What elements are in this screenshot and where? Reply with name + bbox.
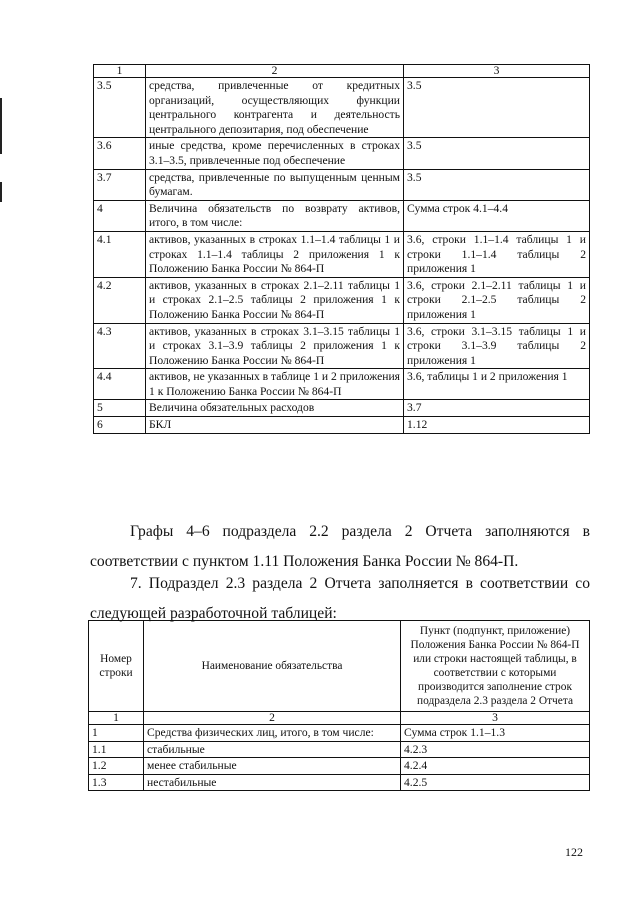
row-description: иные средства, кроме перечисленных в строках 3.1–3.5, привлеченные под обеспечение [146,138,404,169]
table2-obligation-name-heading: Наименование обязательства [144,621,401,712]
row-number: 4.4 [94,369,146,400]
row-number: 4.1 [94,231,146,277]
row-description: нестабильные [144,774,401,791]
row-description: стабильные [144,741,401,758]
table-row [94,277,590,323]
row-number: 4.3 [94,323,146,369]
row-reference: 3.5 [404,169,590,200]
row-reference: 1.12 [404,417,590,434]
table2-col3-header: 3 [401,712,590,725]
row-reference: 4.2.5 [401,774,590,791]
row-description: активов, указанных в строках 3.1–3.15 таблицы 1 и строках 3.1–3.9 таблицы 2 приложения 1 к Положению Банка России № 864-П [146,323,404,369]
row-reference: 3.7 [404,400,590,417]
table2-reference-heading: Пункт (подпункт, приложение) Положения Банка России № 864-П или строки настоящей таблицы, в соответствии с которыми производится заполнение строк подраздела 2.3 раздела 2 Отчета [401,621,590,712]
row-description: активов, указанных в строках 1.1–1.4 таблицы 1 и строках 1.1–1.4 таблицы 2 приложения 1 к Положению Банка России № 864-П [146,231,404,277]
row-reference: 4.2.4 [401,758,590,775]
row-reference: 3.6, таблицы 1 и 2 приложения 1 [404,369,590,400]
row-description: БКЛ [146,417,404,434]
row-description: активов, указанных в строках 2.1–2.11 таблицы 1 и строках 2.1–2.5 таблицы 2 приложения 1 к Положению Банка России № 864-П [146,277,404,323]
table-row [94,78,590,138]
table1-header-row [94,65,590,78]
row-number: 1.1 [89,741,144,758]
table-row [89,758,590,775]
liabilities-table [93,64,590,434]
row-reference: 4.2.3 [401,741,590,758]
row-number: 3.7 [94,169,146,200]
paragraph-subsection-2-3: 7. Подраздел 2.3 раздела 2 Отчета заполняется в соответствии со следующей разработочной таблицей: [90,575,590,622]
row-reference: 3.5 [404,138,590,169]
row-number: 4.2 [94,277,146,323]
page-edge-bar-top [0,98,2,154]
table1-col2-header: 2 [146,65,404,78]
row-reference: 3.6, строки 3.1–3.15 таблицы 1 и строки 3.1–3.9 таблицы 2 приложения 1 [404,323,590,369]
table-row [89,725,590,742]
row-number: 1.2 [89,758,144,775]
table-row [94,369,590,400]
table1-col1-header: 1 [94,65,146,78]
table2-col2-header: 2 [144,712,401,725]
paragraph-columns-4-6: Графы 4–6 подраздела 2.2 раздела 2 Отчета заполняются в соответствии с пунктом 1.11 Положения Банка России № 864-П. [90,523,590,570]
table-row [94,417,590,434]
row-number: 1.3 [89,774,144,791]
row-reference: 3.6, строки 1.1–1.4 таблицы 1 и строки 1.1–1.4 таблицы 2 приложения 1 [404,231,590,277]
table2-row-number-heading: Номер строки [89,621,144,712]
row-number: 5 [94,400,146,417]
table2-col1-header: 1 [89,712,144,725]
row-number: 4 [94,200,146,231]
table2-head-row [89,621,590,712]
row-description: Величина обязательств по возврату активов, итого, в том числе: [146,200,404,231]
table-row [94,200,590,231]
table2-header-row [89,712,590,725]
row-description: менее стабильные [144,758,401,775]
row-description: средства, привлеченные от кредитных организаций, осуществляющих функции центрального контрагента и деятельность центрального депозитария, под обеспечение [146,78,404,138]
row-reference: Сумма строк 4.1–4.4 [404,200,590,231]
row-description: средства, привлеченные по выпущенным ценным бумагам. [146,169,404,200]
row-number: 1 [89,725,144,742]
row-number: 6 [94,417,146,434]
row-description: Величина обязательных расходов [146,400,404,417]
row-number: 3.5 [94,78,146,138]
table-row [94,169,590,200]
row-reference: 3.6, строки 2.1–2.11 таблицы 1 и строки 2.1–2.5 таблицы 2 приложения 1 [404,277,590,323]
table-row [89,774,590,791]
table-row [94,231,590,277]
table1-col3-header: 3 [404,65,590,78]
row-number: 3.6 [94,138,146,169]
row-description: активов, не указанных в таблице 1 и 2 приложения 1 к Положению Банка России № 864-П [146,369,404,400]
table-row [94,400,590,417]
table-row [89,741,590,758]
page-edge-bar-bottom [0,182,2,202]
row-description: Средства физических лиц, итого, в том числе: [144,725,401,742]
row-reference: Сумма строк 1.1–1.3 [401,725,590,742]
page-number: 122 [565,845,583,859]
row-reference: 3.5 [404,78,590,138]
obligations-table [88,620,590,791]
table-row [94,138,590,169]
table-row [94,323,590,369]
